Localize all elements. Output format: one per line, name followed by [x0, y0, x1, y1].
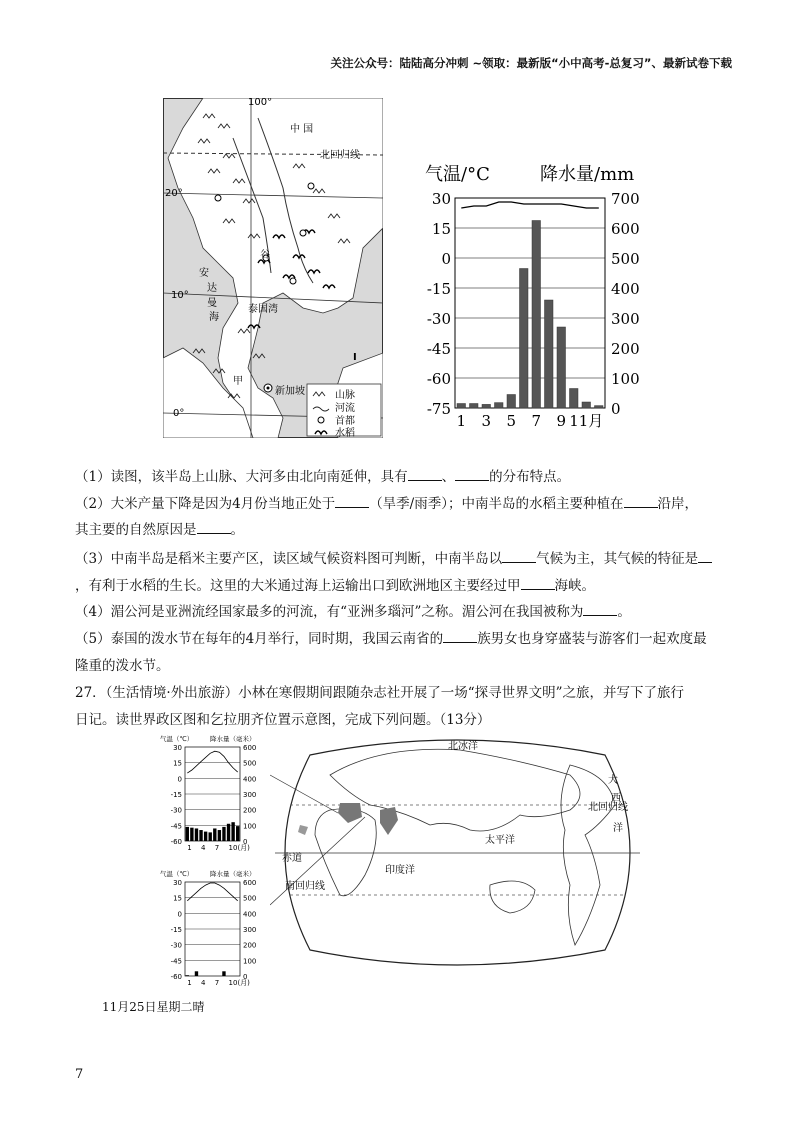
- mini-temp-tick: -45: [170, 957, 182, 966]
- temp-tick: 30: [431, 190, 451, 208]
- label-valley: 谷: [260, 250, 270, 261]
- mini-precip-tick: 300: [243, 926, 257, 934]
- mini-x-tick: 7: [214, 844, 220, 852]
- q2-blank-3[interactable]: [197, 520, 231, 534]
- q5-text-b: 族男女也身穿盛装与游客们一起欢度最: [477, 631, 707, 647]
- mini-precip-tick: 300: [243, 791, 257, 799]
- q3-text-c: ，有利于水稻的生长。这里的大米通过海上运输出口到欧洲地区主要经过甲: [75, 578, 521, 594]
- precip-tick: 600: [611, 220, 640, 238]
- page-number: 7: [75, 1067, 84, 1082]
- diary-entry: 11月25日星期二晴: [102, 1000, 205, 1014]
- label-andaman-2: 达: [207, 283, 217, 294]
- label-lat10: 10°: [171, 290, 189, 301]
- q2-blank-2[interactable]: [624, 494, 658, 508]
- x-tick-label: 7: [531, 412, 542, 430]
- temp-tick: 15: [431, 220, 451, 238]
- mini-temp-tick: 0: [177, 910, 182, 919]
- label-tropic: 北回归线: [320, 150, 360, 161]
- q1-blank-2[interactable]: [455, 467, 489, 481]
- mini-precip-bar: [204, 832, 207, 841]
- temp-tick: -75: [426, 400, 451, 418]
- mini-temp-tick: -30: [170, 941, 182, 950]
- mini-precip-bar: [236, 826, 239, 841]
- q2-text-c: 沿岸，: [657, 496, 698, 512]
- chart-grid: [455, 198, 605, 408]
- q3-text-a: （3）中南半岛是稻米主要产区，读区域气候资料图可判断，中南半岛以: [75, 551, 503, 567]
- label-jia: 甲: [233, 376, 243, 387]
- mini-left-label: 气温（℃）: [160, 735, 194, 743]
- label-arctic: 北冰洋: [448, 741, 478, 752]
- x-tick-label: 9: [556, 412, 567, 430]
- mini-temp-tick: 30: [173, 879, 182, 887]
- mini-precip-bar: [186, 975, 189, 976]
- mini-x-tick: 4: [201, 844, 206, 852]
- mini-climate-chart-top: [160, 733, 270, 858]
- legend-rice: 水稻: [335, 428, 355, 438]
- label-bay: 泰国湾: [248, 304, 278, 315]
- x-tick-label: 3: [481, 412, 492, 430]
- mini-x-tick: 4: [201, 979, 206, 987]
- climate-chart: [420, 150, 650, 435]
- q4-text-a: （4）湄公河是亚洲流经国家最多的河流，有“亚洲多瑙河”之称。湄公河在我国被称为: [75, 604, 584, 620]
- mini-temp-tick: -15: [170, 791, 182, 799]
- precip-tick: 200: [611, 340, 640, 358]
- precip-bar: [520, 269, 529, 409]
- label-da: 大: [608, 775, 618, 786]
- precip-tick: 700: [611, 190, 640, 208]
- mini-precip-bar: [222, 971, 225, 976]
- mini-left-label: 气温（℃）: [160, 870, 194, 878]
- precip-bar: [545, 300, 554, 408]
- precip-bar: [595, 406, 604, 408]
- question-27-cont: [75, 710, 490, 730]
- header-note: 关注公众号：陆陆高分冲刺 ~领取：最新版“小中高考-总复习”、最新试卷下载: [330, 56, 732, 70]
- temp-tick: -60: [426, 370, 451, 388]
- q3-blank-2[interactable]: [698, 549, 712, 563]
- q1-text-a: （1）读图，该半岛上山脉、大河多由北向南延伸，具有: [75, 469, 408, 485]
- mini-x-tick: 1: [187, 979, 192, 987]
- temp-tick: -30: [426, 310, 451, 328]
- q2-blank-1[interactable]: [335, 494, 369, 508]
- temp-tick: -45: [426, 340, 451, 358]
- mini-precip-bar: [231, 822, 234, 841]
- mini-precip-bar: [199, 830, 202, 841]
- precip-bar: [457, 404, 466, 409]
- mini-precip-tick: 600: [243, 744, 257, 752]
- mini-temp-tick: -45: [170, 822, 182, 831]
- legend-river: 河流: [335, 403, 355, 414]
- mini-temp-tick: -60: [170, 973, 182, 981]
- q27-text-b: 日记。读世界政区图和乞拉朋齐位置示意图，完成下列问题。（13分）: [75, 712, 491, 728]
- mini-right-label: 降水量（毫米）: [210, 870, 256, 878]
- mini-x-tick: 10(月): [228, 979, 250, 987]
- mini-temp-tick: -60: [170, 838, 182, 846]
- q2-text-b: （旱季/雨季）；中南半岛的水稻主要种植在: [369, 496, 624, 512]
- mini-temp-tick: -30: [170, 806, 182, 815]
- mini-temp-tick: 15: [173, 759, 182, 768]
- precip-tick: 100: [611, 370, 640, 388]
- mini-precip-bar: [195, 828, 198, 841]
- q1-text-c: 的分布特点。: [489, 469, 571, 485]
- precip-bar: [557, 327, 566, 408]
- mini-climate-chart-bottom: [160, 868, 270, 993]
- q2-text-d: 其主要的自然原因是: [75, 522, 197, 538]
- mini-precip-tick: 400: [243, 775, 257, 784]
- mini-x-tick: 7: [214, 979, 220, 987]
- temp-tick: -15: [426, 280, 451, 298]
- label-equator: 赤道: [282, 853, 302, 864]
- precip-bar: [582, 402, 591, 408]
- precip-bar: [507, 395, 516, 409]
- mini-temp-tick: 15: [173, 894, 182, 903]
- label-andaman-1: 安: [199, 268, 209, 279]
- mini-right-label: 降水量（毫米）: [210, 735, 256, 743]
- mini-precip-bar: [218, 830, 221, 841]
- q4-text-b: 。: [617, 604, 631, 620]
- left-axis-label: 气温/°C: [425, 164, 490, 185]
- question-3: [75, 549, 712, 569]
- question-27: [75, 683, 684, 703]
- q1-text-b: 、: [441, 469, 456, 485]
- mini-precip-tick: 600: [243, 879, 257, 887]
- mini-precip-tick: 400: [243, 910, 257, 919]
- question-4: [75, 602, 631, 622]
- mini-temp-tick: 30: [173, 744, 182, 752]
- mini-precip-bar: [195, 971, 198, 976]
- mini-precip-bar: [222, 827, 225, 841]
- label-singapore: 新加坡: [275, 386, 305, 397]
- legend-mountain: 山脉: [335, 390, 355, 401]
- q3-text-d: 海峡。: [554, 578, 595, 594]
- question-2: [75, 494, 698, 514]
- label-i: I: [353, 352, 357, 363]
- q2-text-a: （2）大米产量下降是因为4月份当地正处于: [75, 496, 336, 512]
- map-legend: [307, 384, 381, 438]
- mini-precip-bar: [227, 824, 230, 841]
- mini-x-tick: 10(月): [228, 844, 250, 852]
- mini-precip-tick: 500: [243, 759, 257, 768]
- precip-tick: 500: [611, 250, 640, 268]
- precip-bar: [532, 221, 541, 409]
- right-axis-label: 降水量/mm: [540, 164, 635, 185]
- mini-precip-tick: 100: [243, 957, 257, 966]
- label-lon100: 100°: [248, 98, 273, 108]
- q3-blank-3[interactable]: [521, 576, 555, 590]
- x-tick-label: 11月: [569, 412, 604, 430]
- question-1: [75, 467, 570, 487]
- precip-bar: [495, 403, 504, 408]
- question-5-cont: [75, 656, 170, 676]
- mini-precip-bar: [213, 828, 216, 841]
- question-2-cont: [75, 520, 244, 540]
- x-tick-label: 5: [506, 412, 517, 430]
- precip-tick: 400: [611, 280, 640, 298]
- mini-x-tick: 1: [187, 844, 192, 852]
- q3-text-b: 气候为主，其气候的特征是: [536, 551, 699, 567]
- peninsula-map: [163, 98, 383, 438]
- q1-blank-1[interactable]: [408, 467, 442, 481]
- precip-bar: [470, 404, 479, 409]
- q3-blank-1[interactable]: [502, 549, 536, 563]
- capital-legend-icon: [318, 417, 324, 423]
- label-lat20: 20°: [165, 188, 183, 199]
- x-tick-label: 1: [456, 412, 467, 430]
- q27-text-a: 27．（生活情境·外出旅游）小林在寒假期间跟随杂志社开展了一场“探寻世界文明”之旅，并写下了旅行: [75, 685, 685, 701]
- label-china: 中 国: [290, 124, 314, 135]
- precip-bar: [570, 389, 579, 409]
- mini-precip-bar: [190, 828, 193, 841]
- mini-temp-tick: 0: [177, 775, 182, 784]
- precip-bar: [482, 404, 491, 408]
- mini-precip-bar: [209, 832, 212, 841]
- question-3-cont: [75, 576, 595, 596]
- label-tropic-s: 南回归线: [285, 881, 325, 892]
- map-outline: [285, 740, 630, 965]
- label-yang: 洋: [613, 823, 623, 834]
- label-xi: 西: [611, 793, 621, 804]
- label-andaman-4: 海: [209, 312, 219, 323]
- label-indian: 印度洋: [385, 865, 415, 876]
- question-5: [75, 629, 707, 649]
- world-map: [270, 735, 645, 970]
- q5-blank-1[interactable]: [443, 629, 477, 643]
- mini-precip-tick: 100: [243, 822, 257, 831]
- mini-precip-tick: 500: [243, 894, 257, 903]
- legend-capital: 首都: [335, 416, 355, 427]
- q5-text-a: （5）泰国的泼水节在每年的4月举行，同时期，我国云南省的: [75, 631, 444, 647]
- label-lat0: 0°: [173, 408, 185, 419]
- label-tropic-n: 北回归线: [588, 802, 628, 813]
- plot-frame: [455, 198, 605, 408]
- mini-temp-tick: -15: [170, 926, 182, 934]
- q4-blank-1[interactable]: [583, 602, 617, 616]
- mini-precip-tick: 200: [243, 941, 257, 950]
- precip-tick: 300: [611, 310, 640, 328]
- mini-precip-tick: 200: [243, 806, 257, 815]
- mini-precip-tick: 0: [243, 973, 248, 981]
- temp-tick: 0: [441, 250, 451, 268]
- precip-tick: 0: [611, 400, 621, 418]
- label-pacific: 太平洋: [485, 835, 515, 846]
- label-andaman-3: 曼: [207, 298, 217, 309]
- q2-text-e: 。: [230, 522, 244, 538]
- mini-precip-tick: 0: [243, 838, 248, 846]
- mini-precip-bar: [186, 827, 189, 841]
- q5-text-c: 隆重的泼水节。: [75, 658, 170, 674]
